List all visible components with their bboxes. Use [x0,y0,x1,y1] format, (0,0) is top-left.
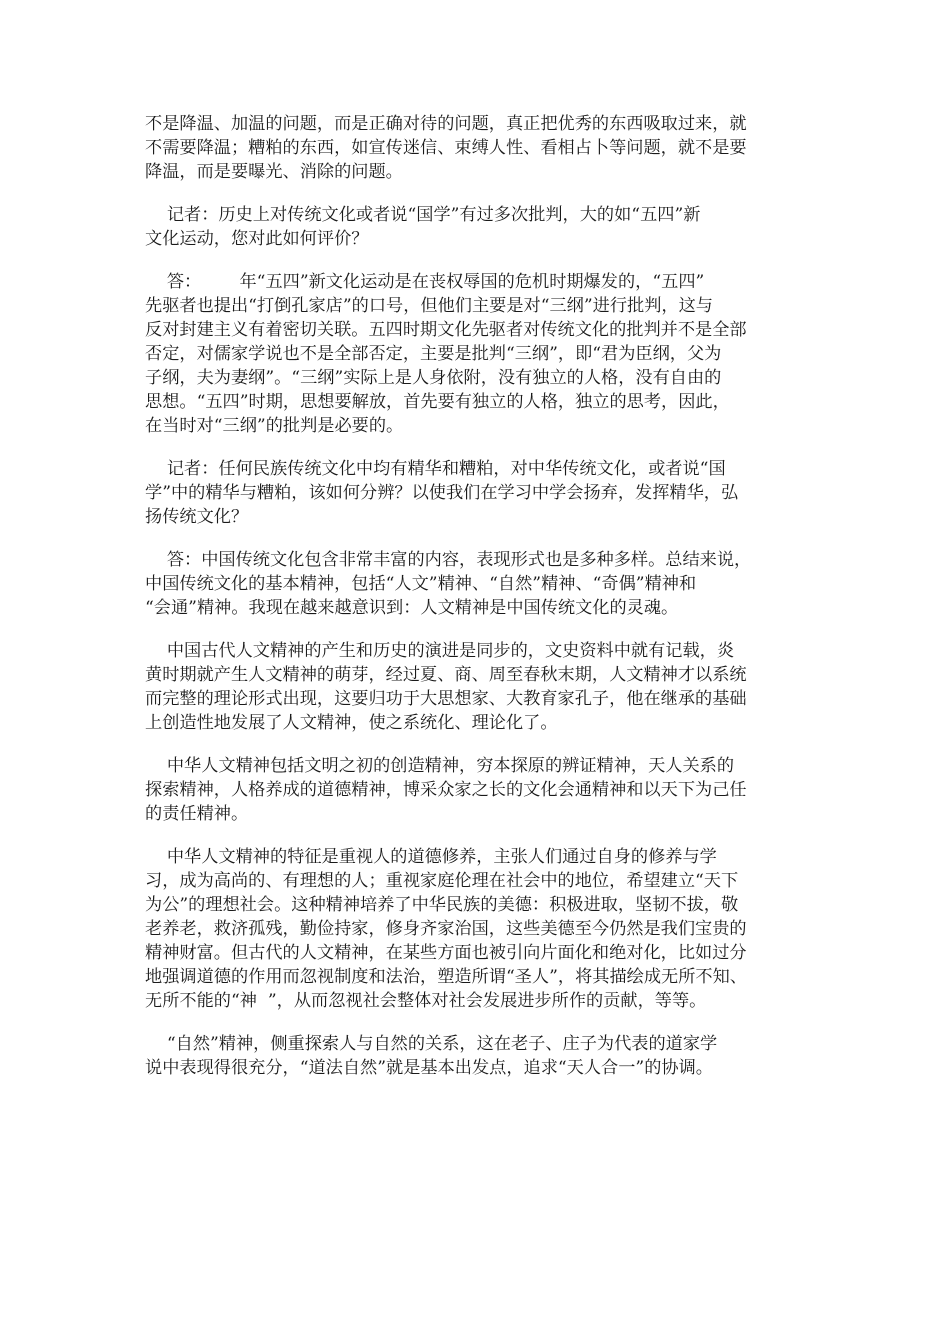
text-line: 上创造性地发展了人文精神，使之系统化、理论化了。 [145,713,558,733]
text-line: 记者：任何民族传统文化中均有精华和糟粕，对中华传统文化，或者说“国 [145,459,726,479]
text-line: 不是降温、加温的问题，而是正确对待的问题，真正把优秀的东西吸取过来，就 [145,114,747,134]
text-line: 子纲，夫为妻纲”。“三纲”实际上是人身依附，没有独立的人格，没有自由的 [145,368,722,388]
document-body [145,112,809,1080]
text-line: 中华人文精神的特征是重视人的道德修养，主张人们通过自身的修养与学 [145,847,717,867]
text-line: “自然”精神，侧重探索人与自然的关系，这在老子、庄子为代表的道家学 [145,1034,718,1054]
text-line: 而完整的理论形式出现，这要归功于大思想家、大教育家孔子，他在继承的基础 [145,689,747,709]
paragraph [145,1032,809,1080]
text-line: 降温，而是要曝光、消除的问题。 [145,162,403,182]
text-line: 老养老，救济孤残，勤俭持家，修身齐家治国，这些美德至今仍然是我们宝贵的 [145,919,747,939]
paragraph [145,548,809,620]
text-line: 反对封建主义有着密切关联。五四时期文化先驱者对传统文化的批判并不是全部 [145,320,747,340]
paragraph [145,639,809,735]
text-line: 习，成为高尚的、有理想的人；重视家庭伦理在社会中的地位，希望建立“天下 [145,871,739,891]
text-line: 学”中的精华与糟粕，该如何分辨？以使我们在学习中学会扬弃，发挥精华，弘 [145,483,739,503]
text-line: 在当时对“三纲”的批判是必要的。 [145,416,404,436]
text-line: 文化运动，您对此如何评价？ [145,229,369,249]
text-line: 中国古代人文精神的产生和历史的演进是同步的，文史资料中就有记载，炎 [145,641,735,661]
text-line: 探索精神，人格养成的道德精神，博采众家之长的文化会通精神和以天下为己任 [145,780,747,800]
text-line: “会通”精神。我现在越来越意识到：人文精神是中国传统文化的灵魂。 [145,598,679,618]
document-page [145,112,809,1099]
text-line: 的责任精神。 [145,804,249,824]
text-line: 无所不能的“神 ”，从而忽视社会整体对社会发展进步所作的贡献，等等。 [145,991,707,1011]
paragraph [145,112,809,184]
paragraph [145,270,809,438]
text-line: 中华人文精神包括文明之初的创造精神，穷本探原的辨证精神，天人关系的 [145,756,735,776]
text-line: 中国传统文化的基本精神，包括“人文”精神、“自然”精神、“奇偶”精神和 [145,574,697,594]
text-line: 答： 年“五四”新文化运动是在丧权辱国的危机时期爆发的，“五四” [145,272,705,292]
paragraph [145,203,809,251]
text-line: 先驱者也提出“打倒孔家店”的口号，但他们主要是对“三纲”进行批判，这与 [145,296,713,316]
text-line: 答：中国传统文化包含非常丰富的内容，表现形式也是多种多样。总结来说， [145,550,752,570]
text-line: 扬传统文化？ [145,507,249,527]
paragraph [145,754,809,826]
text-line: 记者：历史上对传统文化或者说“国学”有过多次批判，大的如“五四”新 [145,205,701,225]
text-line: 为公”的理想社会。这种精神培养了中华民族的美德：积极进取，坚韧不拔，敬 [145,895,739,915]
text-line: 否定，对儒家学说也不是全部否定，主要是批判“三纲”，即“君为臣纲，父为 [145,344,722,364]
text-line: 不需要降温；糟粕的东西，如宣传迷信、束缚人性、看相占卜等问题，就不是要 [145,138,747,158]
text-line: 说中表现得很充分，“道法自然”就是基本出发点，追求“天人合一”的协调。 [145,1058,713,1078]
text-line: 精神财富。但古代的人文精神，在某些方面也被引向片面化和绝对化，比如过分 [145,943,747,963]
text-line: 黄时期就产生人文精神的萌芽，经过夏、商、周至春秋末期，人文精神才以系统 [145,665,747,685]
text-line: 地强调道德的作用而忽视制度和法治，塑造所谓“圣人”，将其描绘成无所不知、 [145,967,747,987]
text-line: 思想。“五四”时期，思想要解放，首先要有独立的人格，独立的思考，因此， [145,392,730,412]
paragraph [145,845,809,1013]
paragraph [145,457,809,529]
